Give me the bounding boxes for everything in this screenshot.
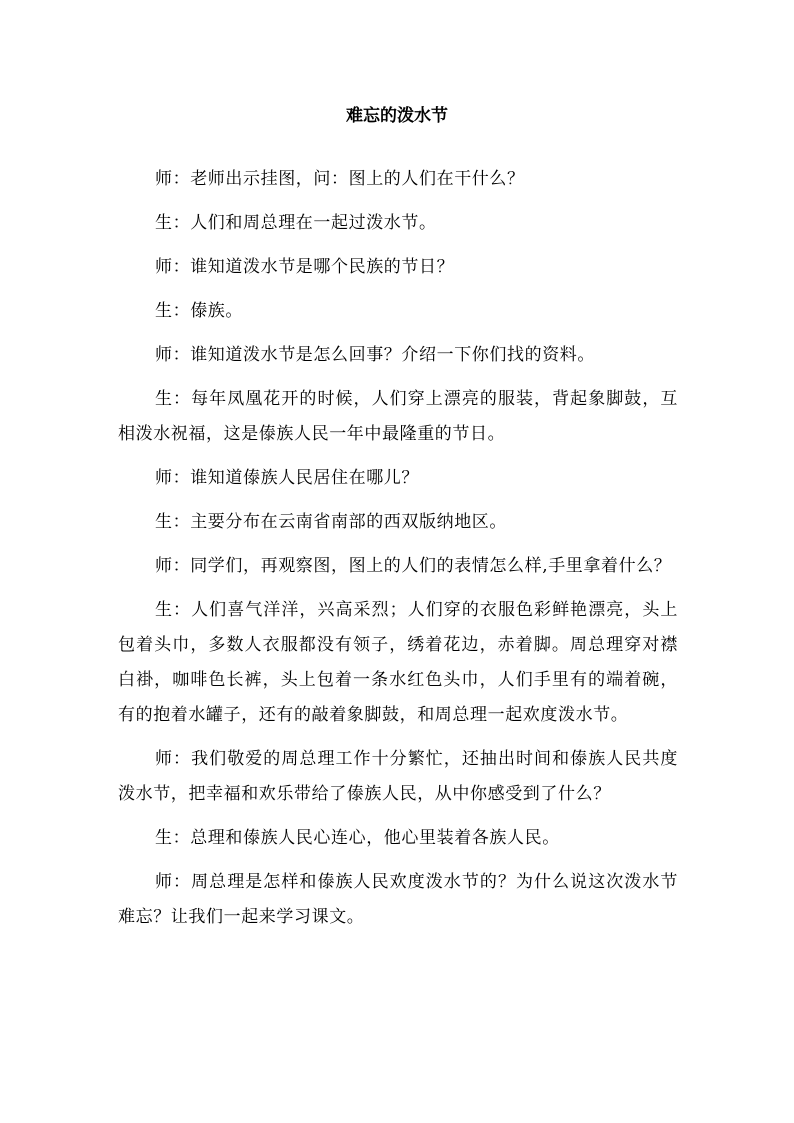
paragraph-2: 生：人们和周总理在一起过泼水节。	[155, 213, 437, 233]
document-body	[118, 162, 678, 944]
document-title: 难忘的泼水节	[346, 106, 448, 126]
paragraph-4: 生：傣族。	[155, 301, 243, 321]
paragraph-8: 生：主要分布在云南省南部的西双版纳地区。	[155, 512, 507, 532]
paragraph-13: 师：周总理是怎样和傣族人民欢度泼水节的？为什么说这次泼水节难忘？让我们一起来学习课文。	[118, 872, 678, 927]
paragraph-12: 生：总理和傣族人民心连心，他心里装着各族人民。	[155, 828, 560, 848]
paragraph-10: 生：人们喜气洋洋，兴高采烈；人们穿的衣服色彩鲜艳漂亮，头上包着头巾，多数人衣服都没有领子，绣着花边，赤着脚。周总理穿对襟白褂，咖啡色长裤，头上包着一条水红色头巾，人们手里有的端着碗，有的抱着水罐子，还有的敲着象脚鼓，和周总理一起欢度泼水节。	[118, 600, 678, 725]
paragraph-3: 师：谁知道泼水节是哪个民族的节日？	[155, 257, 455, 277]
paragraph-7: 师：谁知道傣族人民居住在哪儿？	[155, 468, 419, 488]
paragraph-11: 师：我们敬爱的周总理工作十分繁忙，还抽出时间和傣族人民共度泼水节，把幸福和欢乐带给了傣族人民，从中你感受到了什么？	[118, 749, 678, 804]
paragraph-5: 师：谁知道泼水节是怎么回事？介绍一下你们找的资料。	[155, 345, 595, 365]
paragraph-6: 生：每年凤凰花开的时候，人们穿上漂亮的服装，背起象脚鼓，互相泼水祝福，这是傣族人民一年中最隆重的节日。	[118, 389, 678, 444]
paragraph-1: 师：老师出示挂图，问：图上的人们在干什么？	[155, 169, 525, 189]
paragraph-9: 师：同学们，再观察图，图上的人们的表情怎么样,手里拿着什么？	[155, 556, 672, 576]
